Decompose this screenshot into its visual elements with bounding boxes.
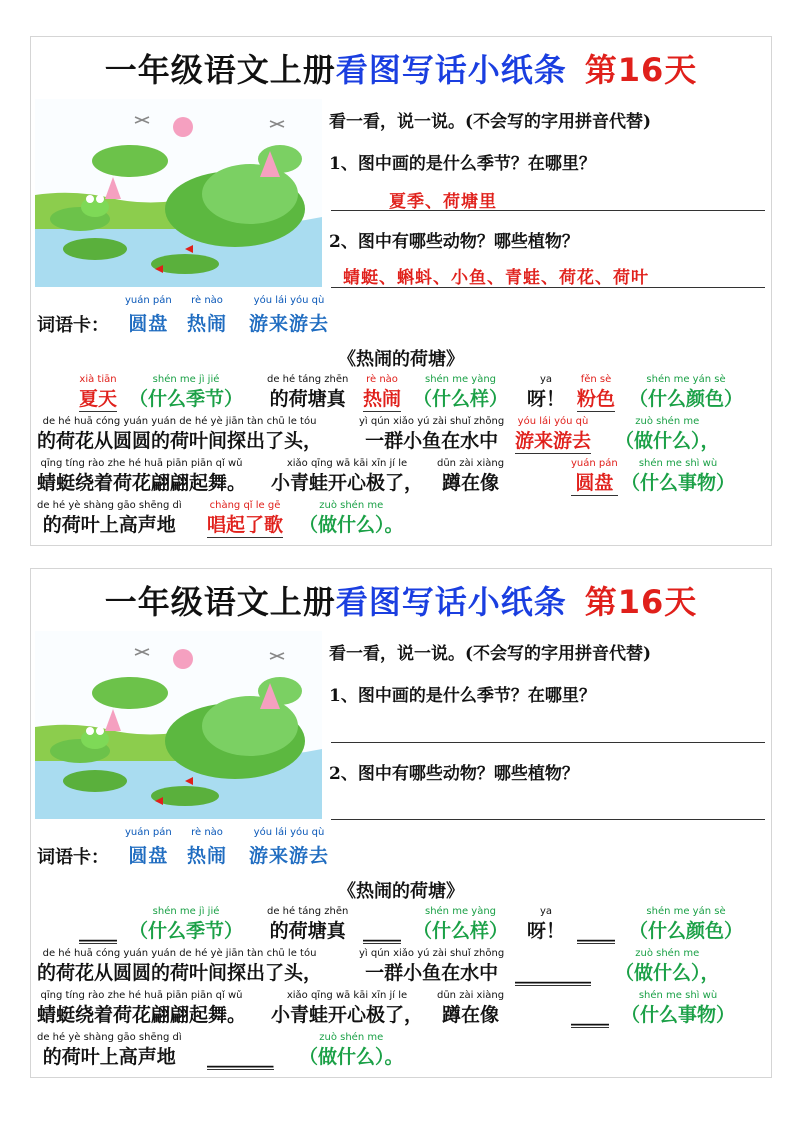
blank-slot[interactable]: ____ — [571, 1004, 609, 1026]
story-text: ya 呀！ — [527, 906, 566, 942]
story-text: de hé huā cóng yuán yuán de hé yè jiān tàn chū le tóu 的荷花从圆圆的荷叶间探出了头， — [37, 416, 323, 452]
lotus-pond-illustration — [35, 99, 322, 287]
vocab-label: 词语卡： — [37, 847, 109, 868]
blank-slot[interactable]: _______ — [207, 1046, 274, 1068]
blank-slot[interactable]: ____ — [79, 920, 117, 942]
prompt-hint: zuò shén me （做什么）， — [615, 948, 720, 984]
answer-line-1[interactable] — [331, 742, 765, 743]
title-day: 第16天 — [584, 583, 698, 621]
story-text: de hé táng zhēn 的荷塘真 — [267, 906, 349, 942]
question-1: 1、图中画的是什么季节？在哪里？ — [329, 154, 596, 174]
title-grade: 一年级语文上册 — [104, 51, 336, 89]
answer-1: 夏季、荷塘里 — [389, 192, 497, 212]
vocab-word: yuán pán 圆盘 — [125, 827, 172, 867]
filled-blank: fěn sè 粉色 — [577, 374, 616, 410]
vocab-word: yóu lái yóu qù 游来游去 — [249, 295, 330, 335]
filled-blank: yóu lái yóu qù 游来游去 — [515, 416, 592, 452]
prompt-hint: shén me yàng （什么样） — [413, 374, 509, 410]
passage-title: 《热闹的荷塘》 — [338, 349, 464, 370]
prompt-hint: zuò shén me （做什么）。 — [299, 1032, 404, 1068]
vocab-label: 词语卡： — [37, 315, 109, 336]
story-text: de hé yè shàng gāo shēng dì 的荷叶上高声地 — [37, 500, 182, 536]
passage-title: 《热闹的荷塘》 — [338, 881, 464, 902]
story-text: de hé táng zhēn 的荷塘真 — [267, 374, 349, 410]
blank-slot[interactable]: ________ — [515, 962, 591, 984]
story-text: dūn zài xiàng 蹲在像 — [437, 458, 505, 494]
story-line-2 — [37, 415, 767, 455]
story-line-1 — [37, 905, 767, 945]
blank-slot[interactable]: ____ — [363, 920, 401, 942]
prompt-hint: zuò shén me （做什么）。 — [299, 500, 404, 536]
story-text: de hé huā cóng yuán yuán de hé yè jiān tàn chū le tóu 的荷花从圆圆的荷叶间探出了头， — [37, 948, 323, 984]
lotus-pond-illustration — [35, 631, 322, 819]
answer-line-1[interactable] — [331, 210, 765, 211]
story-text: xiǎo qīng wā kāi xīn jí le 小青蛙开心极了， — [271, 990, 424, 1026]
answer-line-2[interactable] — [331, 287, 765, 288]
vocab-word: yóu lái yóu qù 游来游去 — [249, 827, 330, 867]
prompt-hint: shén me shì wù （什么事物） — [621, 990, 736, 1026]
story-line-4 — [37, 1031, 767, 1071]
story-text: xiǎo qīng wā kāi xīn jí le 小青蛙开心极了， — [271, 458, 424, 494]
title-topic: 看图写话小纸条 — [335, 51, 567, 89]
blank-slot[interactable]: ____ — [577, 920, 615, 942]
prompt-hint: zuò shén me （做什么）， — [615, 416, 720, 452]
title-grade: 一年级语文上册 — [104, 583, 336, 621]
card-title — [31, 577, 771, 623]
card-title — [31, 45, 771, 91]
prompt-hint: shén me jì jié （什么季节） — [129, 906, 244, 942]
answer-2: 蜻蜓、蝌蚪、小鱼、青蛙、荷花、荷叶 — [343, 268, 649, 288]
filled-blank: yuán pán 圆盘 — [571, 458, 618, 494]
story-line-2 — [37, 947, 767, 987]
story-text: dūn zài xiàng 蹲在像 — [437, 990, 505, 1026]
story-text: yì qún xiǎo yú zài shuǐ zhōng 一群小鱼在水中 — [359, 948, 505, 984]
question-2: 2、图中有哪些动物？哪些植物？ — [329, 764, 579, 784]
instruction-text: 看一看，说一说。(不会写的字用拼音代替) — [329, 644, 652, 664]
answer-line-2[interactable] — [331, 819, 765, 820]
prompt-hint: shén me shì wù （什么事物） — [621, 458, 736, 494]
filled-blank: rè nào 热闹 — [363, 374, 402, 410]
question-2: 2、图中有哪些动物？哪些植物？ — [329, 232, 579, 252]
filled-blank: xià tiān 夏天 — [79, 374, 118, 410]
vocab-word: rè nào 热闹 — [187, 827, 228, 867]
prompt-hint: shén me jì jié （什么季节） — [129, 374, 244, 410]
story-text: de hé yè shàng gāo shēng dì 的荷叶上高声地 — [37, 1032, 182, 1068]
story-text: qīng tíng rào zhe hé huā piān piān qǐ wǔ 蜻蜓绕着荷花翩翩起舞。 — [37, 458, 247, 494]
story-line-3 — [37, 989, 767, 1029]
story-line-3 — [37, 457, 767, 497]
worksheet-card-answered — [30, 36, 772, 546]
vocab-word: rè nào 热闹 — [187, 295, 228, 335]
prompt-hint: shén me yán sè （什么颜色） — [629, 374, 744, 410]
prompt-hint: shén me yán sè （什么颜色） — [629, 906, 744, 942]
title-day: 第16天 — [584, 51, 698, 89]
story-text: yì qún xiǎo yú zài shuǐ zhōng 一群小鱼在水中 — [359, 416, 505, 452]
title-topic: 看图写话小纸条 — [335, 583, 567, 621]
question-1: 1、图中画的是什么季节？在哪里？ — [329, 686, 596, 706]
story-text: qīng tíng rào zhe hé huā piān piān qǐ wǔ 蜻蜓绕着荷花翩翩起舞。 — [37, 990, 247, 1026]
story-line-1 — [37, 373, 767, 413]
vocab-word: yuán pán 圆盘 — [125, 295, 172, 335]
story-line-4 — [37, 499, 767, 539]
prompt-hint: shén me yàng （什么样） — [413, 906, 509, 942]
filled-blank: chàng qǐ le gē 唱起了歌 — [207, 500, 284, 536]
story-text: ya 呀！ — [527, 374, 566, 410]
instruction-text: 看一看，说一说。(不会写的字用拼音代替) — [329, 112, 652, 132]
worksheet-card-blank — [30, 568, 772, 1078]
